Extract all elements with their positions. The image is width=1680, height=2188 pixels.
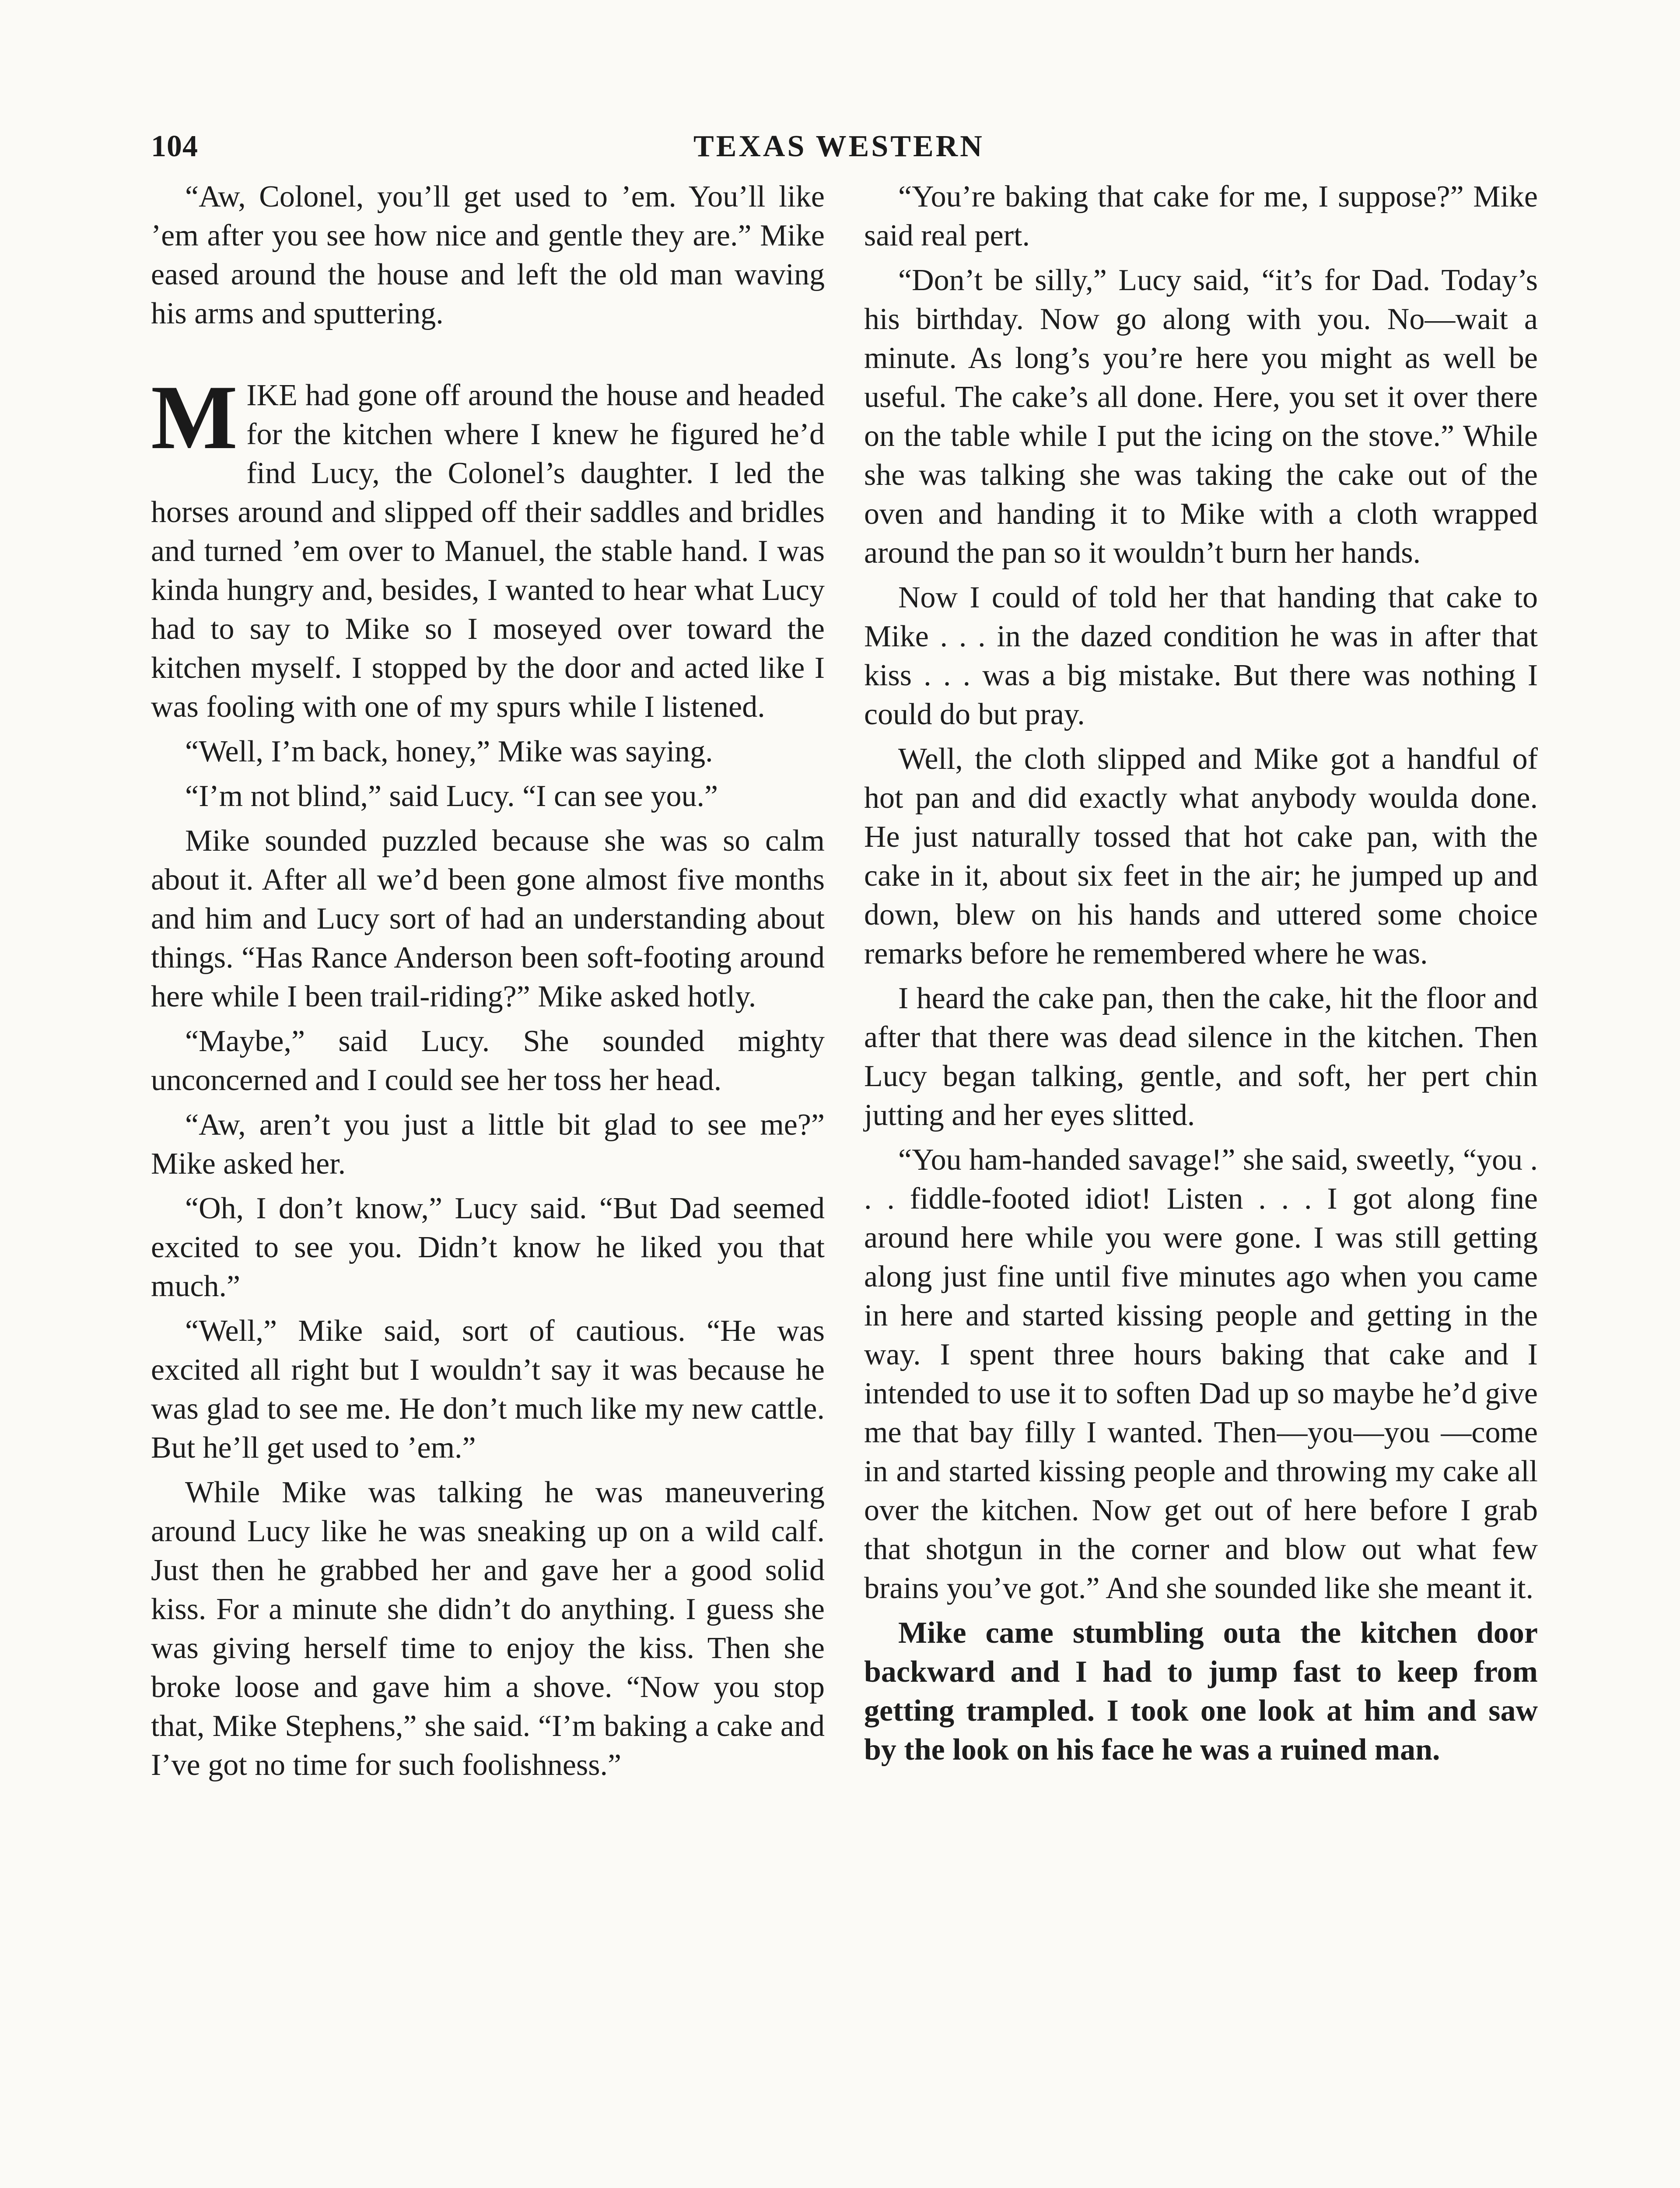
left-column xyxy=(151,177,825,1790)
paragraph-dropcap xyxy=(151,367,825,726)
paragraph: “Oh, I don’t know,” Lucy said. “But Dad seemed excited to see you. Didn’t know he liked you that much.” xyxy=(151,1192,825,1303)
drop-cap: M xyxy=(151,367,238,468)
paragraph: Mike sounded puzzled because she was so calm about it. After all we’d been gone almost five months and him and Lucy sort of had an understanding about things. “Has Rance Anderson been soft-footing around here while I been trail-riding?” Mike asked hotly. xyxy=(151,824,825,1013)
paragraph: “Don’t be silly,” Lucy said, “it’s for Dad. Today’s his birthday. Now go along with you. No—wait a minute. As long’s you’re here you might as well be useful. The cake’s all done. Here, you set it over there on the table while I put the icing on the stove.” While she was talking she was taking the cake out of the oven and handing it to Mike with a cloth wrapped around the pan so it wouldn’t burn her hands. xyxy=(864,263,1538,570)
section-break xyxy=(151,339,825,376)
paragraph: “Maybe,” said Lucy. She sounded mighty unconcerned and I could see her toss her head. xyxy=(151,1024,825,1097)
paragraph: “Aw, aren’t you just a little bit glad to see me?” Mike asked her. xyxy=(151,1108,825,1181)
running-head xyxy=(151,129,1533,177)
right-column xyxy=(864,177,1538,1775)
paragraph: Now I could of told her that handing that cake to Mike . . . in the dazed condition he was in after that kiss . . . was a big mistake. But there was nothing I could do but pray. xyxy=(864,581,1538,731)
paragraph: “You’re baking that cake for me, I suppose?” Mike said real pert. xyxy=(864,180,1538,252)
page-number: 104 xyxy=(151,130,198,163)
paragraph: “You ham-handed savage!” she said, sweetly, “you . . . fiddle-footed idiot! Listen . . . I got along fine around here while you were gone. I was still getting along just fine until five minutes ago when you came in here and started kissing people and getting in the way. I spent three hours baking that cake and I intended to use it to soften Dad up so maybe he’d give me that bay filly I wanted. Then—you—you —come in and started kissing people and throwing my cake all over the kitchen. Now get out of here before I grab that shotgun in the corner and blow out what few brains you’ve got.” And she sounded like she meant it. xyxy=(864,1143,1538,1605)
magazine-title: TEXAS WESTERN xyxy=(693,130,984,163)
paragraph: “I’m not blind,” said Lucy. “I can see you.” xyxy=(185,779,718,813)
paragraph: “Well,” Mike said, sort of cautious. “He was excited all right but I wouldn’t say it was because he was glad to see me. He don’t much like my new cattle. But he’ll get used to ’em.” xyxy=(151,1314,825,1465)
paragraph-final: Mike came stumbling outa the kitchen door backward and I had to jump fast to keep from getting trampled. I took one look at him and saw by the look on his face he was a ruined man. xyxy=(864,1616,1538,1767)
paragraph: I heard the cake pan, then the cake, hit the floor and after that there was dead silence in the kitchen. Then Lucy began talking, gentle, and soft, her pert chin jutting and her eyes slitted. xyxy=(864,982,1538,1132)
paragraph: While Mike was talking he was maneuvering around Lucy like he was sneaking up on a wild calf. Just then he grabbed her and gave her a good solid kiss. For a minute she didn’t do anything. I guess she was giving herself time to enjoy the kiss. Then she broke loose and gave him a shove. “Now you stop that, Mike Stephens,” she said. “I’m baking a cake and I’ve got no time for such foolishness.” xyxy=(151,1476,825,1782)
paragraph-text: IKE had gone off around the house and headed for the kitchen where I knew he figured he’d find Lucy, the Colonel’s daughter. I led the horses around and slipped off their saddles and bridles and turned ’em over to Manuel, the stable hand. I was kinda hungry and, besides, I wanted to hear what Lucy had to say to Mike so I moseyed over toward the kitchen myself. I stopped by the door and acted like I was fooling with one of my spurs while I listened. xyxy=(151,379,825,724)
paragraph: “Well, I’m back, honey,” Mike was saying. xyxy=(185,735,713,768)
paragraph: “Aw, Colonel, you’ll get used to ’em. You’ll like ’em after you see how nice and gentle they are.” Mike eased around the house and left the old man waving his arms and sputtering. xyxy=(151,180,825,330)
paragraph: Well, the cloth slipped and Mike got a handful of hot pan and did exactly what anybody woulda done. He just naturally tossed that hot cake pan, with the cake in it, about six feet in the air; he jumped up and down, blew on his hands and uttered some choice remarks before he remembered where he was. xyxy=(864,742,1538,971)
